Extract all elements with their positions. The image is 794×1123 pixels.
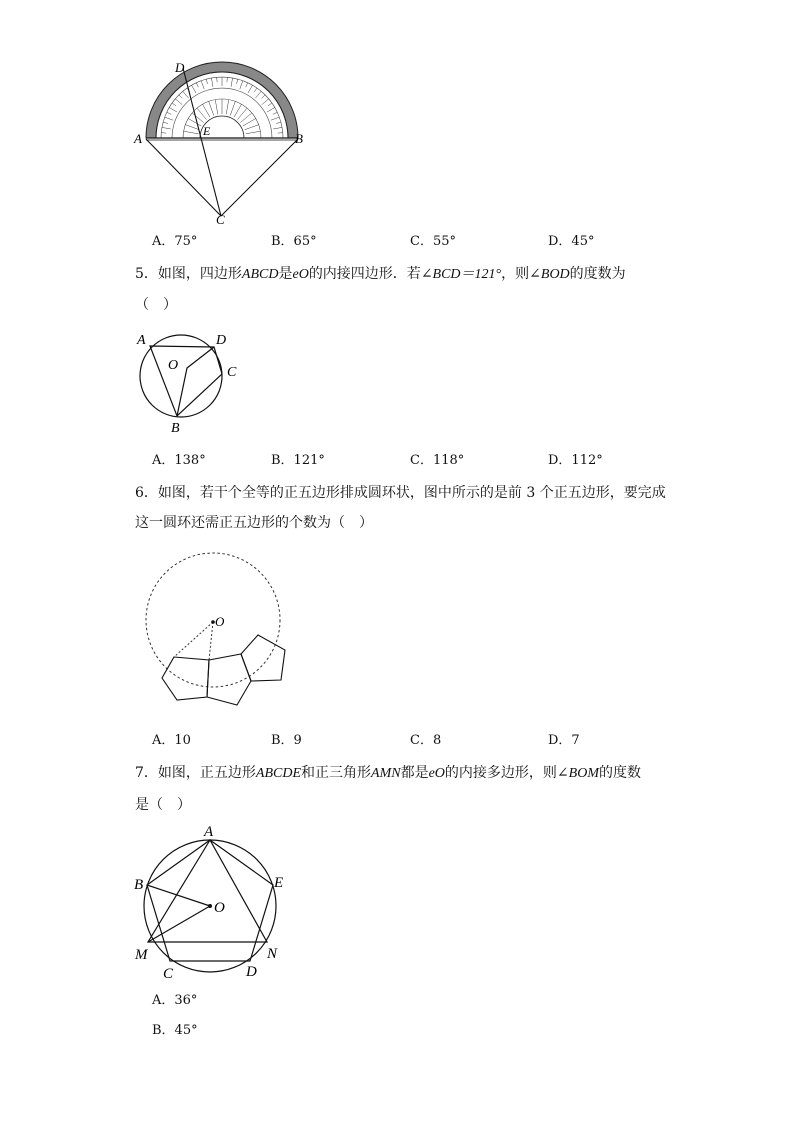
label-B: B <box>171 421 180 436</box>
q6-option-a[interactable]: A．10 <box>152 733 191 748</box>
label-B: B <box>134 877 144 893</box>
q7-option-b[interactable]: B．45° <box>152 1023 198 1038</box>
q6-stem-line2: 这一圆环还需正五边形的个数为（ ） <box>135 515 373 531</box>
q6-option-d[interactable]: D．7 <box>548 733 580 748</box>
protractor-figure <box>128 58 308 228</box>
q7-option-a[interactable]: A．36° <box>152 993 198 1008</box>
label-D: D <box>216 333 227 348</box>
q5-stem: 5．如图，四边形ABCD是eO的内接四边形．若∠BCD＝121°，则∠BOD的度数为 <box>135 266 626 282</box>
label-D: D <box>246 964 257 980</box>
q5-option-a[interactable]: A．138° <box>152 453 206 468</box>
q7-figure <box>130 820 300 985</box>
q5-figure <box>130 328 250 438</box>
q7-stem-line2: 是（ ） <box>135 797 191 813</box>
label-A: A <box>204 824 214 840</box>
label-C: C <box>216 212 225 227</box>
q4-option-c[interactable]: C．55° <box>410 234 456 249</box>
label-O: O <box>168 358 179 373</box>
q5-paren: （ ） <box>135 297 177 313</box>
label-O: O <box>215 614 225 629</box>
q4-option-b[interactable]: B．65° <box>271 234 317 249</box>
q5-option-c[interactable]: C．118° <box>410 453 465 468</box>
label-O: O <box>214 900 225 916</box>
q6-option-c[interactable]: C．8 <box>410 733 442 748</box>
q7-stem: 7．如图，正五边形ABCDE和正三角形AMN都是eO的内接多边形，则∠BOM的度数 <box>135 765 641 781</box>
q4-option-a[interactable]: A．75° <box>152 234 198 249</box>
label-D: D <box>175 60 185 75</box>
q5-option-d[interactable]: D．112° <box>548 453 603 468</box>
label-A: A <box>134 131 142 146</box>
q6-stem-line1: 6．如图，若干个全等的正五边形排成圆环状，图中所示的是前 3 个正五边形，要完成 <box>135 485 666 501</box>
label-M: M <box>135 947 148 963</box>
label-N: N <box>267 946 278 962</box>
q6-figure <box>140 550 300 710</box>
label-C: C <box>163 966 174 982</box>
label-C: C <box>227 365 237 380</box>
label-B: B <box>295 131 303 146</box>
q4-option-d[interactable]: D．45° <box>548 234 595 249</box>
label-A: A <box>137 333 146 348</box>
label-E: E <box>274 875 284 891</box>
label-E: E <box>203 124 211 138</box>
q6-option-b[interactable]: B．9 <box>271 733 302 748</box>
q5-option-b[interactable]: B．121° <box>271 453 325 468</box>
